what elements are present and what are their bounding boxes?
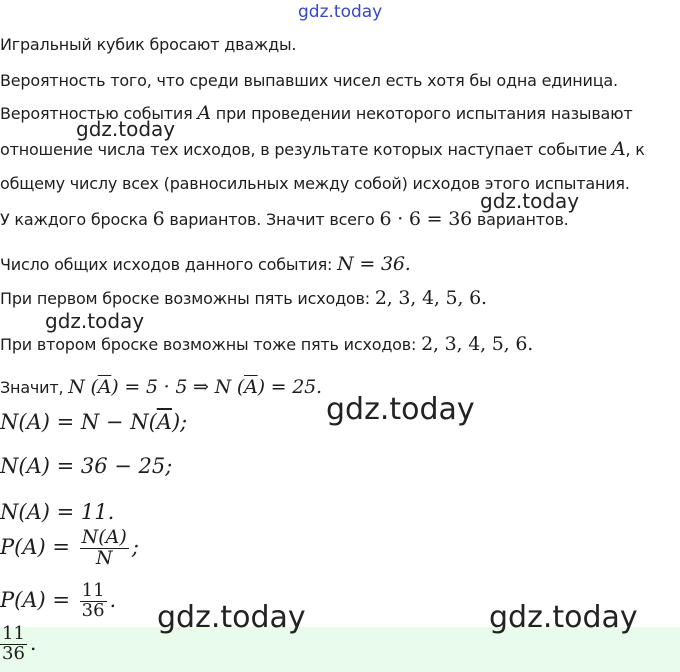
- formula-1: $N(A) = N - N(\overline{A})$;: [0, 410, 188, 434]
- outcomes-line: У каждого броска 6 вариантов. Значит всего 6 · 6 = 36 вариантов.: [0, 208, 569, 230]
- formula-5: P(A) = $\frac{11}{36}$ .: [0, 580, 117, 621]
- watermark-top: gdz.today: [298, 2, 383, 22]
- fraction-denominator: 36: [81, 599, 105, 621]
- watermark: gdz.today: [157, 600, 306, 635]
- total-outcomes-line: Число общих исходов данного события: N = 36.: [0, 253, 411, 275]
- fraction-numerator: N(A): [81, 526, 127, 548]
- answer-numerator: 11: [2, 623, 25, 644]
- definition-line-3: общему числу всех (равносильных между собой) исходов этого испытания.: [0, 174, 630, 193]
- problem-statement: Игральный кубик бросают дважды.: [0, 35, 297, 54]
- formula-2: N(A) = 36 − 25;: [0, 454, 173, 478]
- definition-line-2: отношение числа тех исходов, в результате которых наступает событие A, к: [0, 138, 645, 160]
- formula-3: N(A) = 11.: [0, 500, 115, 524]
- first-throw-line: При первом броске возможны пять исходов: 2, 3, 4, 5, 6.: [0, 287, 487, 309]
- watermark: gdz.today: [480, 189, 580, 213]
- definition-line-1: Вероятностью события A при проведении некоторого испытания называют: [0, 102, 633, 124]
- watermark: gdz.today: [326, 392, 475, 427]
- second-throw-line: При втором броске возможны тоже пять исходов: 2, 3, 4, 5, 6.: [0, 333, 534, 355]
- question-line: Вероятность того, что среди выпавших чисел есть хотя бы одна единица.: [0, 71, 618, 90]
- fraction-denominator: N: [95, 546, 113, 569]
- complement-line: Значит, N $(\overline{A}) = 5 \cdot 5$ ⇒ N $(\overline{A}) = 25$.: [0, 376, 322, 398]
- formula-4: P(A) = $\frac{N(A)}{N}$ ;: [0, 526, 139, 569]
- answer-denominator: 36: [2, 642, 25, 664]
- fraction-numerator: 11: [81, 580, 105, 601]
- watermark: gdz.today: [489, 600, 638, 635]
- watermark: gdz.today: [76, 117, 176, 141]
- watermark: gdz.today: [45, 309, 145, 333]
- answer: $\frac{11}{36}$ .: [2, 623, 37, 664]
